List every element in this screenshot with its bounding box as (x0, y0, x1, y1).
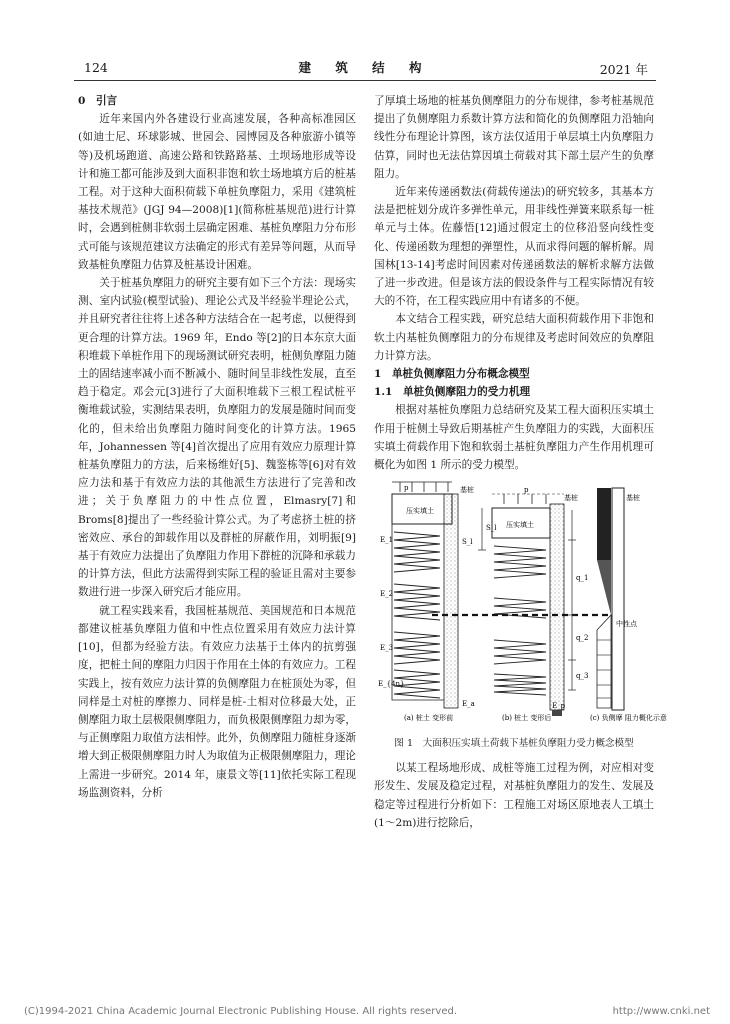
section-heading-intro: 0 引言 (78, 95, 118, 107)
caption-sub-a: (a) 桩土 变形前 (404, 714, 454, 723)
paragraph: 根据对基桩负摩阻力总结研究及某工程大面积压实填土作用于桩侧土导致后期基桩产生负摩阻力的实践，大面积压实填土荷载作用下饱和软弱土基桩负摩阻力产生作用机理可概化为如图 1 所示的受力模型。 (374, 404, 654, 472)
right-column (374, 92, 667, 832)
label-load-p: p (404, 484, 409, 493)
paragraph: 就工程实践来看，我国桩基规范、美国规范和日本规范都建议桩基负摩阻力值和中性点位置采用有效应力法计算[10]，但都为经验方法。有效应力法基于土体内的抗剪强度，把桩土间的摩阻力归因于作用在土体的有效应力。工程实践上，按有效应力法计算的负侧摩阻力在桩顶处为零，但同样是土对桩的摩擦力、同样是桩-土相对位移最大处，正侧摩阻力取土层极限侧摩阻力，而负极限侧摩阻力却为零，与正侧摩阻力取值方法相悖。此外，负侧摩阻力随桩身逐渐增大到正极限侧摩阻力时人为取值为正极限侧摩阻力，理论上需进一步研究。2014 年，康景文等[11]依托实际工程现场监测资料，分析 (78, 604, 356, 799)
page-number: 124 (84, 60, 108, 75)
label-neutral-point: 中性点 (616, 620, 637, 629)
caption-sub-c: (c) 负侧摩 阻力概化示意 (590, 714, 667, 723)
label-q2: q_2 (576, 634, 589, 643)
cnki-link[interactable]: http://www.cnki.net (612, 1006, 710, 1017)
section-heading-1: 1 单桩负侧摩阻力分布概念模型 (374, 368, 530, 381)
label-pile-c: 基桩 (626, 494, 640, 503)
paragraph: 了厚填土场地的桩基负侧摩阻力的分布规律，参考桩基规范提出了负侧摩阻力系数计算方法和简化的负侧摩阻力沿轴向线性分布理论计算图，该方法仅适用于单层填土内负摩阻力估算，同时也无法估算因填土荷载对其下部土层产生的负摩阻力。 (374, 95, 654, 180)
label-sr: S_l (486, 524, 497, 533)
paragraph: 关于桩基负摩阻力的研究主要有如下三个方法：现场实测、室内试验(模型试验)、理论公式及半经验半理论公式，并且研究者往往将上述各种方法结合在一起考虑，以便得到更合理的计算方法。1969 年，Endo 等[2]的日本东京大面积堆载下单桩作用下的现场测试研究表明，桩侧负摩阻力随土的固结速率减小而不断减小、随时间呈非线性发展，直至趋于稳定。邓会元[3]进行了大面积堆载下三根工程试桩平衡堆载试验，实测结果表明，负摩阻力的发展是随时间而变化的，但未给出负摩阻力随时间变化的计算方法。1965 年，Johannessen 等[4]首次提出了应用有效应力原理计算桩基负摩阻力的方法，后来杨维好[5]、魏鉴栋等[6]对有效应力法和基于有效应力法的其他派生方法进行了完善和改进；关于负摩阻力的中性点位置，Elmasry[7]和 Broms[8]提出了一些经验计算公式。为了考虑挤土桩的挤密效应、承台的卸载作用以及群桩的屏蔽作用，刘明振[9]基于有效应力法提出了负摩阻力作用下群桩的沉降和承载力的计算方法，但此方法需得到实际工程的验证且需对主要参数进行进一步深入研究后才能应用。 (78, 277, 356, 599)
left-column (78, 92, 356, 802)
subfigure-c (597, 488, 624, 710)
paragraph: 近年来国内外各建设行业高速发展，各种高标准园区(如迪士尼、环球影城、世园会、园博园及各种旅游小镇等等)及机场跑道、高速公路和铁路路基、土坝场地形成等设计和施工都可能涉及到大面积非饱和软土场地填方后的桩基工程。对于这种大面积荷载下单桩负摩阻力，采用《建筑桩基技术规范》(JGJ 94—2008)[1](简称桩基规范)进行计算时，会遇到桩侧非软弱土层确定困难、基桩负摩阻力分布形式可能与该规范建议方法确定的形式有差异等问题，从而导致基桩负摩阻力估算及桩基设计困难。 (78, 113, 356, 271)
figure-1-caption: 图 1 大面积压实填土荷载下基桩负摩阻力受力概念模型 (394, 738, 634, 750)
caption-sub-b: (b) 桩土 变形后 (502, 714, 552, 723)
paragraph: 近年来传递函数法(荷载传递法)的研究较多，其基本方法是把桩划分成许多弹性单元，用非线性弹簧来联系每一桩单元与土体。佐藤悟[12]通过假定土的位移沿竖向线性变化、传递函数为理想的弹塑性，从而求得问题的解析解。周国林[13-14]考虑时间因素对传递函数法的解析求解方法做了进一步改进。但是该方法的假设条件与工程实际情况有较大的不符，在工程实践应用中有诸多的不便。 (374, 186, 654, 308)
figure-1 (374, 480, 667, 734)
figure-1-diagram (374, 480, 667, 734)
label-e3: E_3 (380, 644, 394, 653)
label-ep: E_p (552, 702, 566, 711)
label-e2: E_2 (380, 590, 394, 599)
label-pile-a: 基桩 (460, 486, 474, 495)
subsection-heading-1-1: 1.1 单桩负侧摩阻力的受力机理 (374, 386, 531, 399)
label-e1: E_1 (380, 536, 394, 545)
running-header (74, 56, 656, 81)
label-load-p-b: p (524, 486, 529, 495)
label-ea: E_a (462, 700, 475, 709)
copyright-text: (C)1994-2021 China Academic Journal Electronic Publishing House. All rights reserved. (24, 1006, 457, 1017)
label-fill-b: 压实填土 (506, 521, 534, 530)
label-q3: q_3 (576, 672, 589, 681)
subfigure-a (392, 482, 458, 708)
journal-title: 建 筑 结 构 (298, 60, 432, 75)
label-e4: E_{4n} (378, 680, 405, 689)
label-sl: S_l (462, 538, 473, 547)
label-q1: q_1 (576, 574, 589, 583)
label-fill-a: 压实填土 (406, 507, 434, 516)
issue-year: 2021 年 (599, 62, 648, 77)
paragraph: 以某工程场地形成、成桩等施工过程为例，对应相对变形发生、发展及稳定过程，对基桩负摩阻力的发生、发展及稳定等过程进行分析如下：工程施工对场区原地表人工填土(1～2m)进行挖除后， (374, 762, 654, 829)
paragraph: 本文结合工程实践，研究总结大面积荷载作用下非饱和软土内基桩负侧摩阻力的分布规律及考虑时间效应的负摩阻力计算方法。 (374, 313, 654, 362)
label-pile-b: 基桩 (564, 494, 578, 503)
